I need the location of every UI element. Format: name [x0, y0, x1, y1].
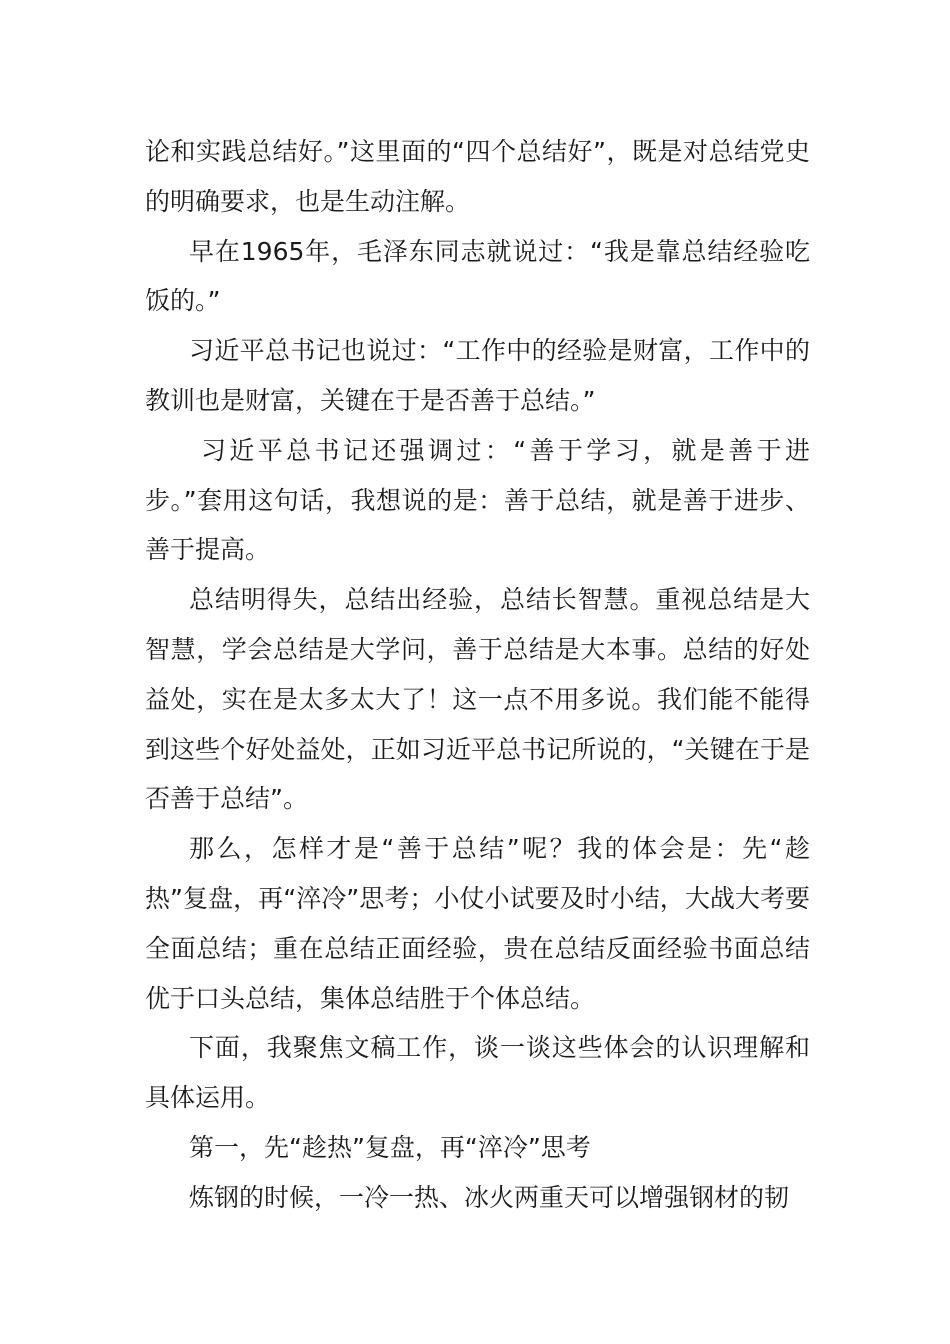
paragraph-continuation: 论和实践总结好。”这里面的“四个总结好”，既是对总结党史的明确要求，也是生动注解。	[145, 137, 810, 216]
paragraph-xi-quote-learning: 习近平总书记还强调过：“善于学习，就是善于进步。”套用这句话，我想说的是：善于总结，就是善于进步、善于提高。	[145, 435, 810, 565]
paragraph-focus-writing: 下面，我聚焦文稿工作，谈一谈这些体会的认识理解和具体运用。	[145, 1033, 810, 1113]
paragraph-xi-quote-experience: 习近平总书记也说过：“工作中的经验是财富，工作中的教训也是财富，关键在于是否善于总结。”	[145, 336, 810, 415]
section-heading-first: 第一，先“趁热”复盘，再“淬冷”思考	[189, 1132, 591, 1162]
document-body	[145, 127, 810, 1223]
paragraph-summary-benefits: 总结明得失，总结出经验，总结长智慧。重视总结是大智慧，学会总结是大学问，善于总结是大本事。总结的好处益处，实在是太多太大了！这一点不用多说。我们能不能得到这些个好处益处，正如习近平总书记所说的，“关键在于是否善于总结”。	[145, 585, 810, 814]
paragraph-how-to-summarize: 那么，怎样才是“善于总结”呢？我的体会是：先“趁热”复盘，再“淬冷”思考；小仗小试要及时小结，大战大考要全面总结；重在总结正面经验，贵在总结反面经验书面总结优于口头总结，集体总结胜于个体总结。	[145, 834, 810, 1013]
paragraph-steel-making: 炼钢的时候，一冷一热、冰火两重天可以增强钢材的韧	[189, 1182, 790, 1212]
paragraph-mao-quote: 早在1965年，毛泽东同志就说过：“我是靠总结经验吃饭的。”	[145, 236, 810, 316]
